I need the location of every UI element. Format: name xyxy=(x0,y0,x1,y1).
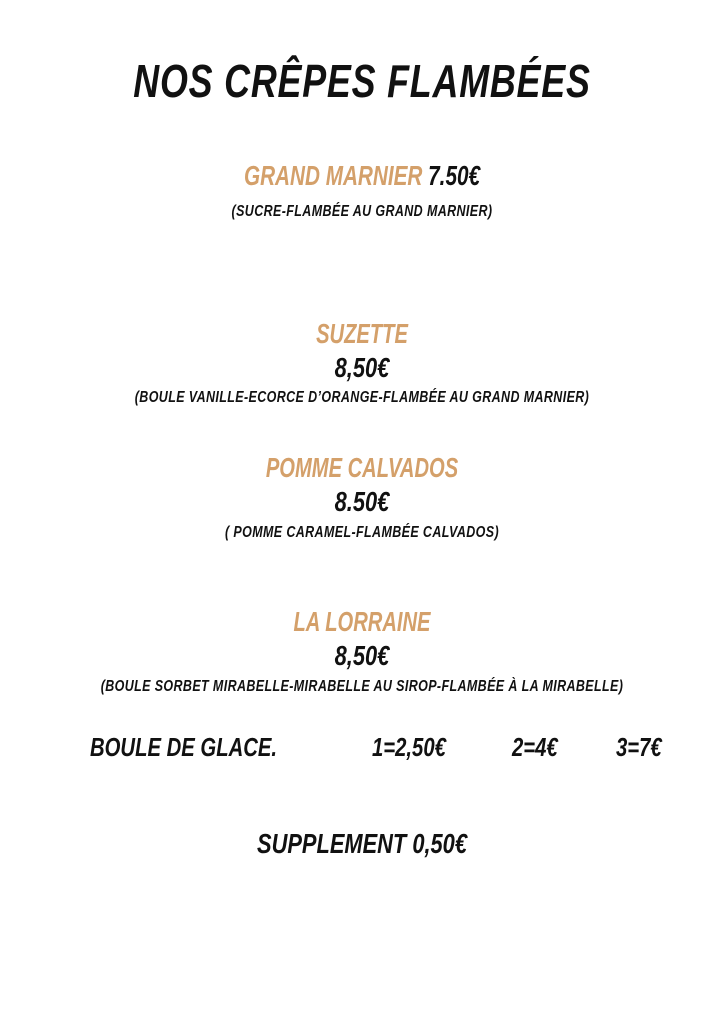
item-description: (BOULE VANILLE-ECORCE D’ORANGE-FLAMBÉE AU GRAND MARNIER) xyxy=(134,389,590,406)
item-name: SUZETTE xyxy=(316,318,408,349)
item-name: GRAND MARNIER xyxy=(243,160,423,191)
item-description: (SUCRE-FLAMBÉE AU GRAND MARNIER) xyxy=(231,203,493,220)
glace-price-3: 3=7€ xyxy=(616,732,662,762)
menu-item-grand-marnier xyxy=(94,162,630,190)
item-price: 8.50€ xyxy=(334,486,390,517)
item-price: 8,50€ xyxy=(334,352,390,383)
glace-price-2: 2=4€ xyxy=(512,732,558,762)
ice-cream-pricing xyxy=(0,732,724,766)
item-name: POMME CALVADOS xyxy=(265,452,459,483)
item-description: ( POMME CARAMEL-FLAMBÉE CALVADOS) xyxy=(224,524,499,541)
item-price: 7.50€ xyxy=(428,160,481,191)
supplement: SUPPLEMENT 0,50€ xyxy=(257,828,467,859)
item-description: (BOULE SORBET MIRABELLE-MIRABELLE AU SIROP-FLAMBÉE À LA MIRABELLE) xyxy=(100,678,624,695)
glace-label: BOULE DE GLACE. xyxy=(90,732,278,762)
item-price: 8,50€ xyxy=(334,640,390,671)
page-title: NOS CRÊPES FLAMBÉES xyxy=(133,55,591,107)
item-name: LA LORRAINE xyxy=(293,606,431,637)
glace-price-1: 1=2,50€ xyxy=(372,732,446,762)
